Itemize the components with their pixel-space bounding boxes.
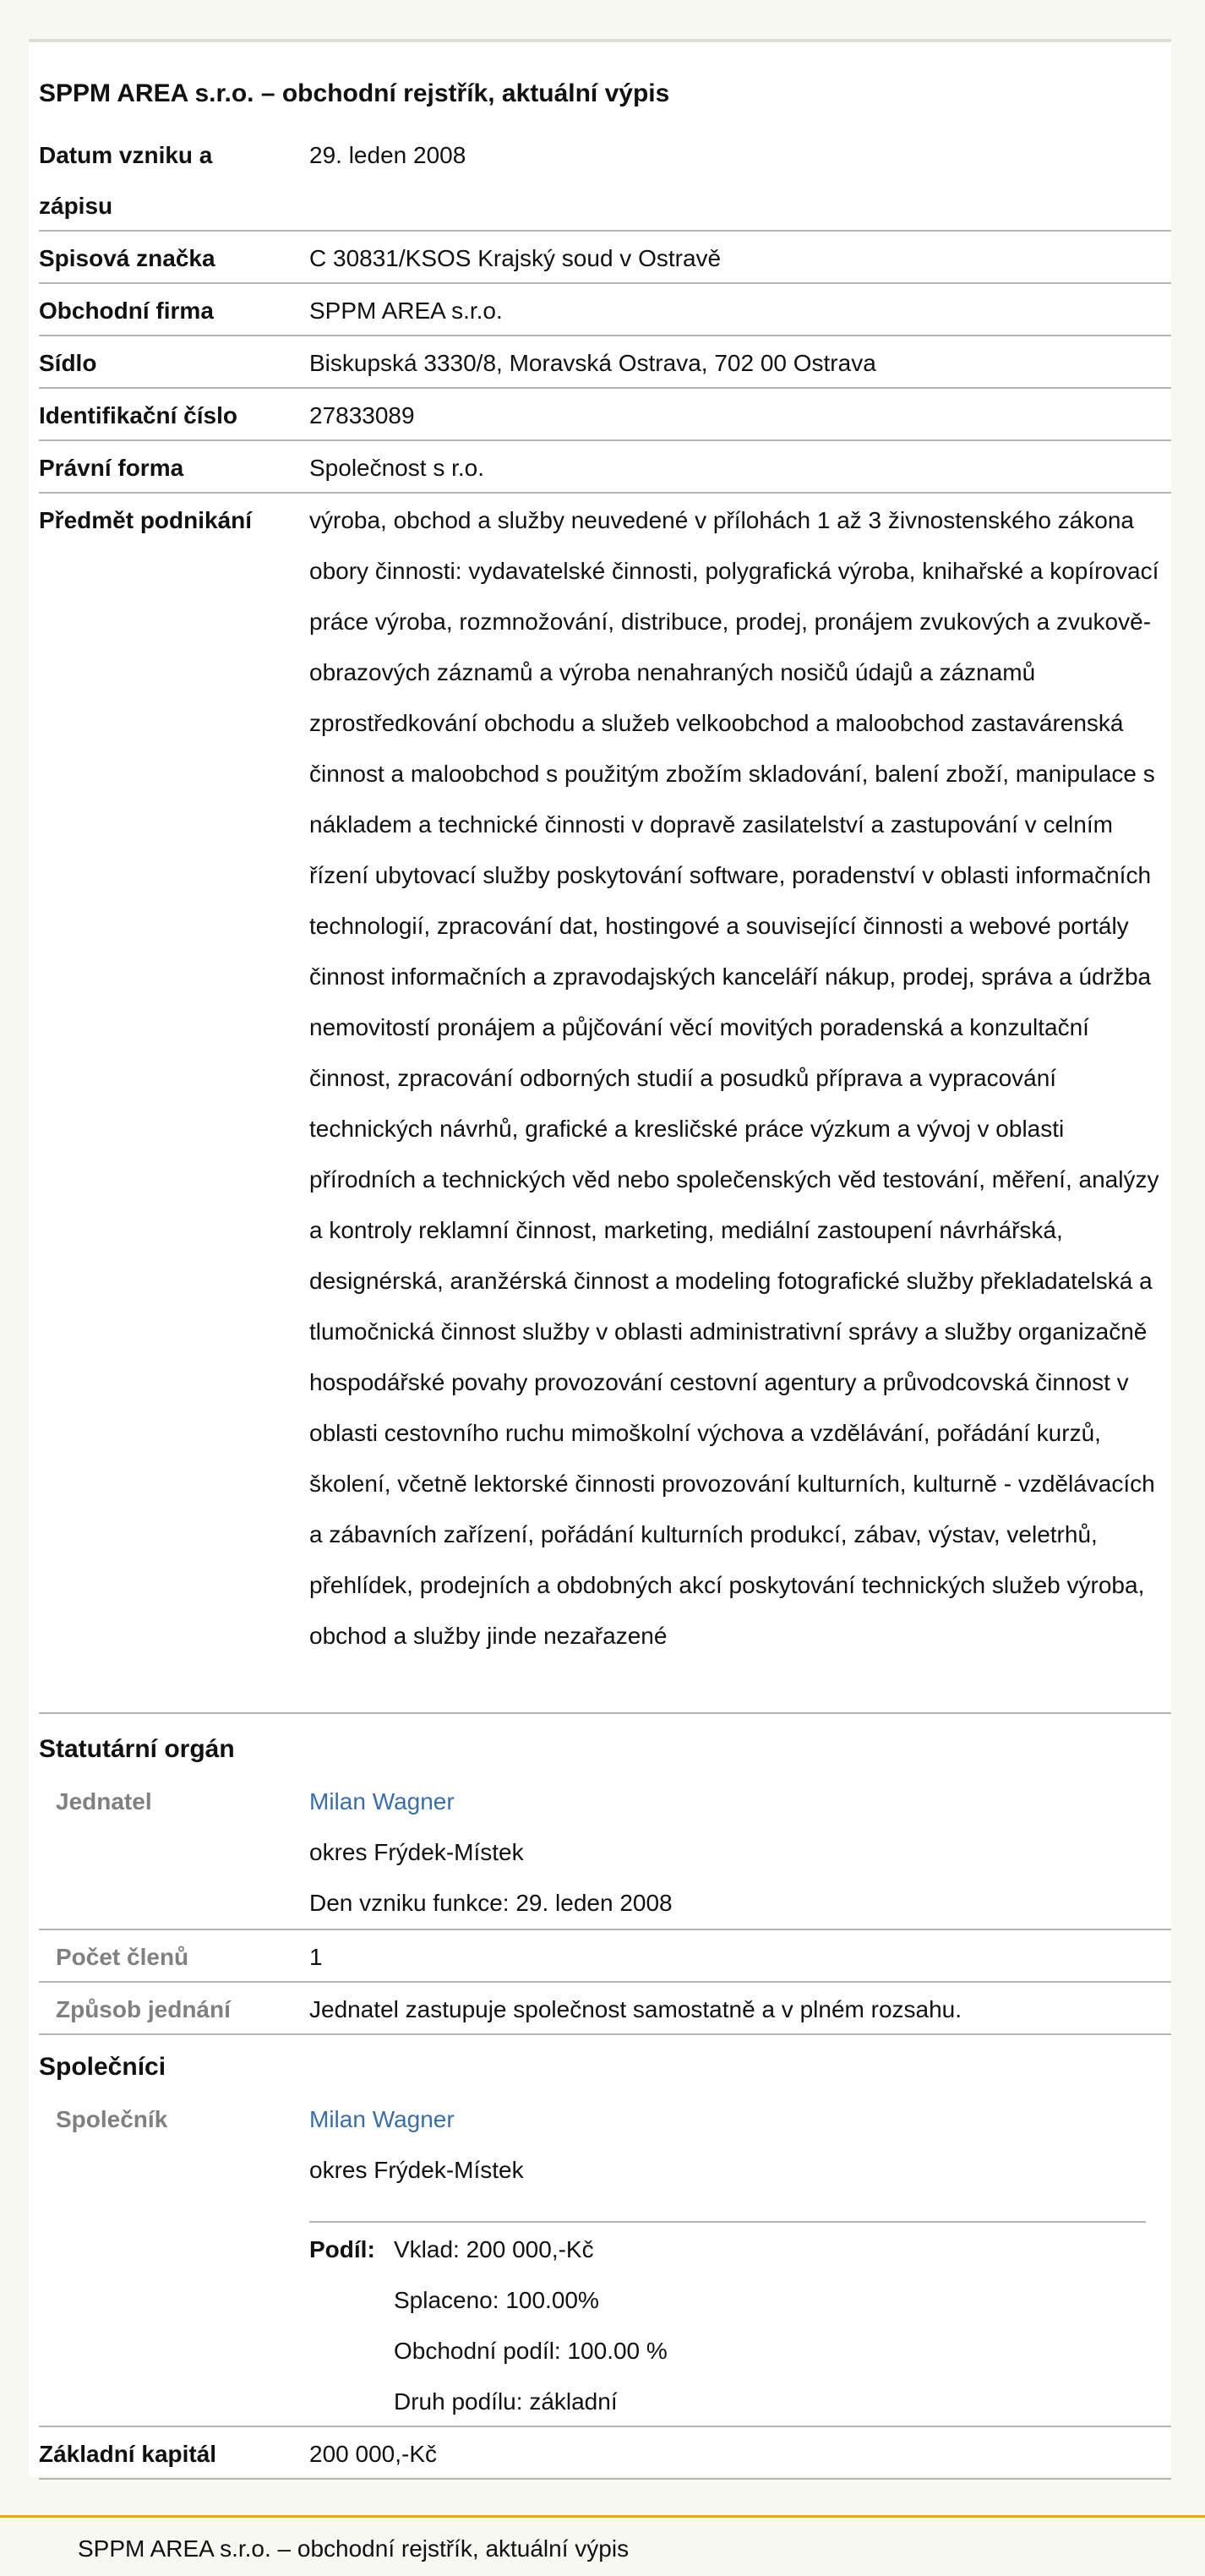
row-divider xyxy=(39,1981,1171,1983)
jednatel-den-vzniku-funkce: Den vzniku funkce: 29. leden 2008 xyxy=(309,1890,673,1916)
value-datum-vzniku: 29. leden 2008 xyxy=(309,142,466,168)
label-podil: Podíl: xyxy=(309,2236,375,2262)
podil-druh-podilu: Druh podílu: základní xyxy=(394,2388,618,2415)
row-zakladni-kapital xyxy=(39,2429,1171,2480)
label-pocet-clenu: Počet členů xyxy=(56,1944,189,1970)
row-divider xyxy=(39,439,1171,441)
podil-splaceno: Splaceno: 100.00% xyxy=(394,2287,599,2313)
value-predmet-podnikani: výroba, obchod a služby neuvedené v přílohách 1 až 3 živnostenského zákona obory činnosti: vydavatelské činnosti, polygrafická výroba, knihařské a kopírovací práce výroba, rozmnožování, distribuce, prodej, pronájem zvukových a zvukově-obrazových záznamů a výroba nenahraných nosičů údajů a záznamů zprostředkování obchodu a služeb velkoobchod a maloobchod zastavárenská činnost a maloobchod s použitým zbožím skladování, balení zboží, manipulace s nákladem a technické činnosti v dopravě zasilatelství a zastupování v celním řízení ubytovací služby poskytování software, poradenství v oblasti informačních technologií, zpracování dat, hostingové a související činnosti a webové portály činnost informačních a zpravodajských kanceláří nákup, prodej, správa a údržba nemovitostí pronájem a půjčování věcí movitých poradenská a konzultační činnost, zpracování odborných studií a posudků příprava a vypracování technických návrhů, grafické a kresličské práce výzkum a vývoj v oblasti přírodních a technických věd nebo společenských věd testování, měření, analýzy a kontroly reklamní činnost, marketing, mediální zastoupení návrhářská, designérská, aranžérská činnost a modeling fotografické služby překladatelská a tlumočnická činnost služby v oblasti administrativní správy a služby organizačně hospodářské povahy provozování cestovní agentury a průvodcovská činnost v oblasti cestovního ruchu mimoškolní výchova a vzdělávání, pořádání kurzů, školení, včetně lektorské činnosti provozování kulturních, kulturně - vzdělávacích a zábavních zařízení, pořádání kulturních produkcí, zábav, výstav, veletrhů, přehlídek, prodejních a obdobných akcí poskytování technických služeb výroba, obchod a služby jinde nezařazené xyxy=(309,507,1159,1649)
value-spisova-znacka: C 30831/KSOS Krajský soud v Ostravě xyxy=(309,245,722,271)
label-spisova-znacka: Spisová značka xyxy=(39,245,215,271)
page-title: SPPM AREA s.r.o. – obchodní rejstřík, aktuální výpis xyxy=(39,79,670,107)
label-datum-vzniku: Datum vzniku a zápisu xyxy=(39,142,213,219)
row-pravni-forma xyxy=(39,443,1171,494)
row-predmet-podnikani xyxy=(39,495,1171,1712)
row-divider xyxy=(39,282,1171,284)
spolecnik-name-link[interactable]: Milan Wagner xyxy=(309,2106,455,2132)
row-divider xyxy=(39,335,1171,336)
row-ico xyxy=(39,390,1171,441)
row-pocet-clenu xyxy=(39,1932,1171,1983)
jednatel-details xyxy=(309,1776,1171,1929)
row-obchodni-firma xyxy=(39,286,1171,336)
footer-divider xyxy=(0,2515,1205,2518)
value-sidlo: Biskupská 3330/8, Moravská Ostrava, 702 00 Ostrava xyxy=(309,350,876,376)
label-jednatel: Jednatel xyxy=(56,1788,152,1815)
label-pravni-forma: Právní forma xyxy=(39,455,184,481)
value-pocet-clenu: 1 xyxy=(309,1944,323,1970)
row-divider xyxy=(39,1929,1171,1930)
footer-title: SPPM AREA s.r.o. – obchodní rejstřík, aktuální výpis xyxy=(78,2535,630,2562)
value-ico: 27833089 xyxy=(309,402,415,428)
label-zakladni-kapital: Základní kapitál xyxy=(39,2441,217,2467)
podil-vklad: Vklad: 200 000,-Kč xyxy=(394,2236,594,2262)
row-divider xyxy=(39,492,1171,494)
row-jednatel xyxy=(39,1776,1171,1929)
register-extract-card xyxy=(29,42,1171,2476)
spolecnik-details xyxy=(309,2094,1171,2196)
row-divider xyxy=(39,1712,1171,1714)
label-spolecnik: Společník xyxy=(56,2106,168,2132)
row-datum-vzniku xyxy=(39,130,1171,232)
section-heading-statutarni-organ: Statutární orgán xyxy=(39,1735,235,1763)
row-divider xyxy=(39,2426,1171,2427)
row-divider xyxy=(39,2033,1171,2035)
row-spisova-znacka xyxy=(39,233,1171,284)
jednatel-okres: okres Frýdek-Místek xyxy=(309,1839,524,1865)
label-sidlo: Sídlo xyxy=(39,350,97,376)
row-sidlo xyxy=(39,338,1171,389)
value-zakladni-kapital: 200 000,-Kč xyxy=(309,2441,437,2467)
row-zpusob-jednani xyxy=(39,1984,1171,2035)
row-divider xyxy=(39,2478,1171,2480)
label-zpusob-jednani: Způsob jednání xyxy=(56,1996,231,2022)
section-heading-spolecnici: Společníci xyxy=(39,2053,166,2081)
value-obchodni-firma: SPPM AREA s.r.o. xyxy=(309,297,503,324)
row-divider xyxy=(39,387,1171,389)
label-obchodni-firma: Obchodní firma xyxy=(39,297,214,324)
label-predmet-podnikani: Předmět podnikání xyxy=(39,507,253,533)
jednatel-name-link[interactable]: Milan Wagner xyxy=(309,1788,455,1815)
value-pravni-forma: Společnost s r.o. xyxy=(309,455,485,481)
label-ico: Identifikační číslo xyxy=(39,402,237,428)
share-divider xyxy=(309,2221,1146,2223)
row-divider xyxy=(39,230,1171,232)
value-zpusob-jednani: Jednatel zastupuje společnost samostatně a v plném rozsahu. xyxy=(309,1996,962,2022)
spolecnik-okres: okres Frýdek-Místek xyxy=(309,2157,524,2183)
podil-obchodni-podil: Obchodní podíl: 100.00 % xyxy=(394,2338,668,2364)
row-spolecnik xyxy=(39,2094,1171,2183)
